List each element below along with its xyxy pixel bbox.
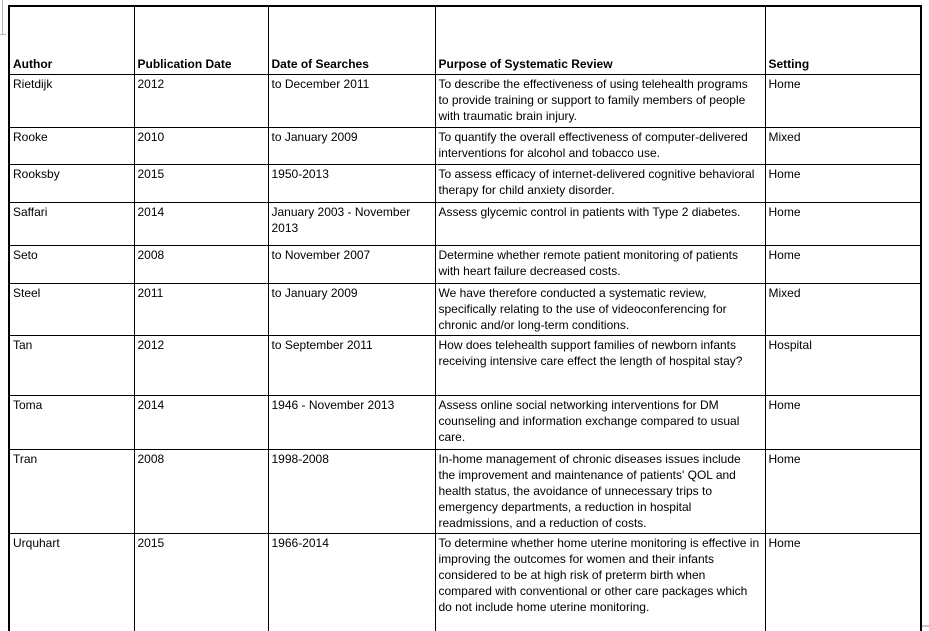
cell-setting: Home <box>765 246 921 284</box>
cell-author: Rietdijk <box>9 75 134 128</box>
cell-setting: Home <box>765 396 921 450</box>
cell-date-of-searches: to December 2011 <box>268 75 435 128</box>
column-header-purpose: Purpose of Systematic Review <box>435 6 765 75</box>
cell-publication-date: 2012 <box>134 75 268 128</box>
cell-purpose: To describe the effectiveness of using telehealth programs to provide training or support to family members of people with traumatic brain injury. <box>435 75 765 128</box>
page-edge-artifact-top-left-vertical <box>2 0 3 34</box>
systematic-review-table <box>8 5 922 631</box>
cell-date-of-searches: to January 2009 <box>268 128 435 165</box>
cell-setting: Home <box>765 450 921 534</box>
cell-author: Tan <box>9 336 134 396</box>
table-row <box>9 165 921 203</box>
cell-publication-date: 2014 <box>134 203 268 246</box>
cell-publication-date: 2012 <box>134 336 268 396</box>
cell-purpose: To assess efficacy of internet-delivered cognitive behavioral therapy for child anxiety disorder. <box>435 165 765 203</box>
cell-publication-date: 2014 <box>134 396 268 450</box>
table-row <box>9 396 921 450</box>
cell-date-of-searches: 1998-2008 <box>268 450 435 534</box>
cell-publication-date: 2015 <box>134 165 268 203</box>
table-row <box>9 128 921 165</box>
cell-author: Tran <box>9 450 134 534</box>
column-header-setting: Setting <box>765 6 921 75</box>
cell-date-of-searches: to January 2009 <box>268 284 435 336</box>
column-header-author: Author <box>9 6 134 75</box>
cell-purpose: Assess online social networking interventions for DM counseling and information exchange compared to usual care. <box>435 396 765 450</box>
cell-purpose: Assess glycemic control in patients with Type 2 diabetes. <box>435 203 765 246</box>
cell-setting: Home <box>765 75 921 128</box>
cell-publication-date: 2015 <box>134 534 268 631</box>
cell-date-of-searches: to September 2011 <box>268 336 435 396</box>
cell-setting: Home <box>765 165 921 203</box>
cell-publication-date: 2011 <box>134 284 268 336</box>
cell-setting: Mixed <box>765 284 921 336</box>
cell-setting: Mixed <box>765 128 921 165</box>
cell-publication-date: 2008 <box>134 246 268 284</box>
cell-setting: Hospital <box>765 336 921 396</box>
cell-author: Toma <box>9 396 134 450</box>
cell-author: Seto <box>9 246 134 284</box>
cell-publication-date: 2010 <box>134 128 268 165</box>
cell-author: Urquhart <box>9 534 134 631</box>
table-row <box>9 246 921 284</box>
cell-purpose: To quantify the overall effectiveness of computer-delivered interventions for alcohol and tobacco use. <box>435 128 765 165</box>
cell-date-of-searches: to November 2007 <box>268 246 435 284</box>
column-header-date-of-searches: Date of Searches <box>268 6 435 75</box>
table-row <box>9 450 921 534</box>
column-header-publication-date: Publication Date <box>134 6 268 75</box>
table-row <box>9 534 921 631</box>
cell-author: Rooke <box>9 128 134 165</box>
table-header <box>9 6 921 75</box>
cell-setting: Home <box>765 203 921 246</box>
table-row <box>9 336 921 396</box>
table-row <box>9 203 921 246</box>
header-row <box>9 6 921 75</box>
review-table-body <box>9 75 921 631</box>
cell-author: Steel <box>9 284 134 336</box>
cell-date-of-searches: 1946 - November 2013 <box>268 396 435 450</box>
cell-purpose: How does telehealth support families of newborn infants receiving intensive care effect the length of hospital stay? <box>435 336 765 396</box>
cell-author: Rooksby <box>9 165 134 203</box>
page-edge-artifact-top-left-horizontal <box>0 34 6 35</box>
cell-purpose: We have therefore conducted a systematic review, specifically relating to the use of videoconferencing for chronic and/or long-term conditions. <box>435 284 765 336</box>
cell-date-of-searches: 1950-2013 <box>268 165 435 203</box>
cell-date-of-searches: January 2003 - November 2013 <box>268 203 435 246</box>
table-row <box>9 284 921 336</box>
cell-purpose: In-home management of chronic diseases issues include the improvement and maintenance of patients' QOL and health status, the avoidance of unnecessary trips to emergency departments, a reduction in hospital readmissions, and a reduction of costs. <box>435 450 765 534</box>
cell-purpose: To determine whether home uterine monitoring is effective in improving the outcomes for women and their infants considered to be at high risk of preterm birth when compared with conventional or other care packages which do not include home uterine monitoring. <box>435 534 765 631</box>
cell-publication-date: 2008 <box>134 450 268 534</box>
cell-purpose: Determine whether remote patient monitoring of patients with heart failure decreased costs. <box>435 246 765 284</box>
cell-setting: Home <box>765 534 921 631</box>
table-row <box>9 75 921 128</box>
cell-author: Saffari <box>9 203 134 246</box>
cell-date-of-searches: 1966-2014 <box>268 534 435 631</box>
